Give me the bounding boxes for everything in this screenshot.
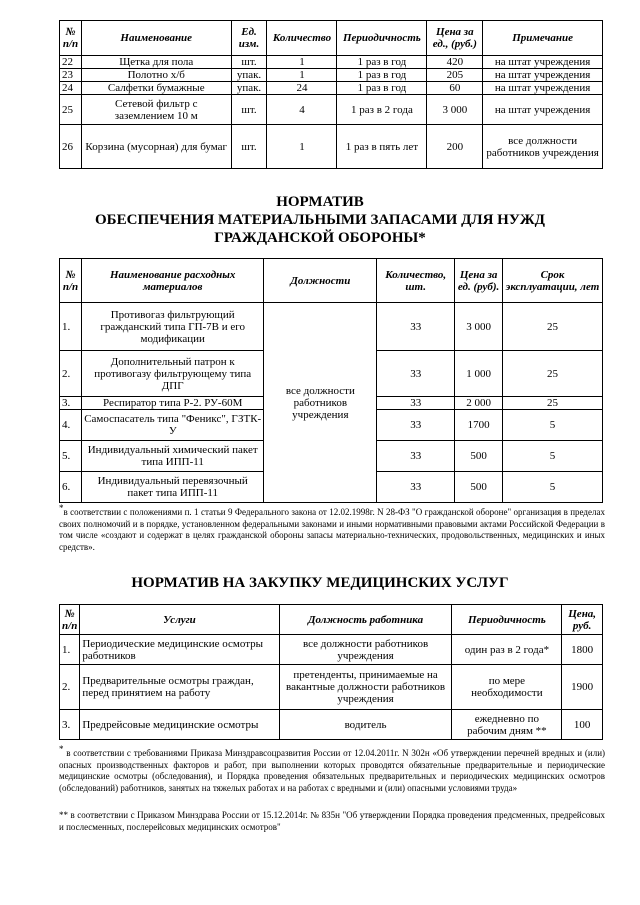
material-name: Противогаз фильтрующий гражданский типа ГП-7В и его модификации — [81, 303, 264, 351]
table-row — [60, 82, 603, 95]
periodicity: 1 раз в год — [337, 69, 427, 82]
section2-title-line3: ГРАЖДАНСКОЙ ОБОРОНЫ* — [214, 230, 426, 246]
table-row — [60, 56, 603, 69]
employee-position: водитель — [279, 710, 452, 740]
service-name: Предрейсовые медицинские осмотры — [80, 710, 279, 740]
quantity: 1 — [267, 69, 337, 82]
table-header-row — [60, 21, 603, 56]
table-row — [60, 95, 603, 125]
medical-footnote-1 — [59, 744, 605, 794]
quantity: 33 — [377, 410, 455, 441]
table-row — [60, 303, 603, 351]
header-cell: Периодичность — [452, 605, 562, 635]
service-name: Периодические медицинские осмотры работников — [80, 635, 279, 665]
header-cell: № п/п — [60, 605, 80, 635]
footnote-text: в соответствии с положениями п. 1 статьи 9 Федерального закона от 12.02.1998г. N 28-ФЗ "О гражданской обороне" организация в пределах своих полномочий и в порядке, установленном федеральными законами и иными нормативными правовыми актами Российской Федерации в том числе «создают и содержат в целях гражданской обороны запасы материально-технических, продовольственных, медицинских и иных средств». — [59, 507, 605, 552]
note: все должности работников учреждения — [483, 125, 603, 169]
price: 100 — [562, 710, 603, 740]
row-number: 5. — [60, 441, 82, 472]
section2-title-line1: НОРМАТИВ — [276, 194, 364, 210]
header-cell: Цена за ед., (руб.) — [427, 21, 483, 56]
civil-defense-table — [59, 258, 603, 503]
row-number: 25 — [60, 95, 82, 125]
price: 3 000 — [455, 303, 503, 351]
material-name: Самоспасатель типа "Феникс", ГЗТК-У — [81, 410, 264, 441]
quantity: 4 — [267, 95, 337, 125]
note: на штат учреждения — [483, 95, 603, 125]
row-number: 2. — [60, 351, 82, 397]
note: на штат учреждения — [483, 69, 603, 82]
material-name: Респиратор типа Р-2. РУ-60М — [81, 397, 264, 410]
header-cell: Периодичность — [337, 21, 427, 56]
header-cell: Услуги — [80, 605, 279, 635]
note: на штат учреждения — [483, 82, 603, 95]
header-cell: Количество — [267, 21, 337, 56]
section3-title: НОРМАТИВ НА ЗАКУПКУ МЕДИЦИНСКИХ УСЛУГ — [131, 575, 509, 591]
item-name: Полотно х/б — [81, 69, 231, 82]
table-row — [60, 665, 603, 710]
unit: упак. — [231, 82, 267, 95]
header-cell: Примечание — [483, 21, 603, 56]
table-row — [60, 69, 603, 82]
medical-footnote-2 — [59, 810, 605, 833]
header-cell: Должности — [264, 259, 377, 303]
service-name: Предварительные осмотры граждан, перед принятием на работу — [80, 665, 279, 710]
quantity: 33 — [377, 441, 455, 472]
section2-title — [0, 193, 640, 247]
header-cell: Ед. изм. — [231, 21, 267, 56]
material-name: Дополнительный патрон к противогазу фильтрующему типа ДПГ — [81, 351, 264, 397]
price: 205 — [427, 69, 483, 82]
table-row — [60, 635, 603, 665]
price: 60 — [427, 82, 483, 95]
quantity: 24 — [267, 82, 337, 95]
periodicity: 1 раз в 2 года — [337, 95, 427, 125]
table-header-row — [60, 605, 603, 635]
table-row — [60, 710, 603, 740]
employee-position: все должности работников учреждения — [279, 635, 452, 665]
unit: упак. — [231, 69, 267, 82]
price: 200 — [427, 125, 483, 169]
material-name: Индивидуальный химический пакет типа ИПП-11 — [81, 441, 264, 472]
positions-merged: все должности работников учреждения — [264, 303, 377, 503]
price: 1700 — [455, 410, 503, 441]
periodicity: 1 раз в год — [337, 82, 427, 95]
header-cell: № п/п — [60, 259, 82, 303]
service-life: 25 — [503, 351, 603, 397]
row-number: 22 — [60, 56, 82, 69]
header-cell: Срок эксплуатации, лет — [503, 259, 603, 303]
periodicity: по мере необходимости — [452, 665, 562, 710]
unit: шт. — [231, 56, 267, 69]
item-name: Корзина (мусорная) для бумаг — [81, 125, 231, 169]
footnote-text: в соответствии с Приказом Минздрава России от 15.12.2014г. № 835н "Об утверждении Порядка проведения предсменных, предрейсовых и послесменных, послерейсовых медицинских осмотров" — [59, 810, 606, 832]
header-cell: Должность работника — [279, 605, 452, 635]
item-name: Щетка для пола — [81, 56, 231, 69]
footnote-mark: * — [59, 744, 64, 754]
row-number: 1. — [60, 303, 82, 351]
price: 1800 — [562, 635, 603, 665]
unit: шт. — [231, 95, 267, 125]
price: 1 000 — [455, 351, 503, 397]
service-life: 5 — [503, 441, 603, 472]
price: 500 — [455, 472, 503, 503]
employee-position: претенденты, принимаемые на вакантные должности работников учреждения — [279, 665, 452, 710]
table-row — [60, 125, 603, 169]
table-header-row — [60, 259, 603, 303]
material-name: Индивидуальный перевязочный пакет типа ИПП-11 — [81, 472, 264, 503]
quantity: 33 — [377, 472, 455, 503]
quantity: 33 — [377, 303, 455, 351]
periodicity: 1 раз в год — [337, 56, 427, 69]
price: 2 000 — [455, 397, 503, 410]
footnote-mark: * — [59, 503, 64, 513]
price: 500 — [455, 441, 503, 472]
header-cell: № п/п — [60, 21, 82, 56]
footnote-text: в соответствии с требованиями Приказа Минздравсоцразвития России от 12.04.2011г. N 302н «Об утверждении перечней вредных и (или) опасных производственных факторов и работ, при выполнении которых проводятся обязательные предварительные и периодические медицинские осмотры (обследования), и Порядка проведения обязательных предварительных и периодических медицинских осмотров (обследований) работников, занятых на тяжелых работах и на работах с вредными и (или) опасными условиями труда» — [59, 748, 606, 793]
row-number: 3. — [60, 710, 80, 740]
medical-services-table — [59, 604, 603, 740]
periodicity: один раз в 2 года* — [452, 635, 562, 665]
price: 3 000 — [427, 95, 483, 125]
price: 420 — [427, 56, 483, 69]
periodicity: 1 раз в пять лет — [337, 125, 427, 169]
unit: шт. — [231, 125, 267, 169]
row-number: 3. — [60, 397, 82, 410]
quantity: 33 — [377, 351, 455, 397]
section2-title-line2: ОБЕСПЕЧЕНИЯ МАТЕРИАЛЬНЫМИ ЗАПАСАМИ ДЛЯ НУЖД — [95, 212, 545, 228]
note: на штат учреждения — [483, 56, 603, 69]
row-number: 24 — [60, 82, 82, 95]
row-number: 6. — [60, 472, 82, 503]
supplies-table — [59, 20, 603, 169]
header-cell: Наименование расходных материалов — [81, 259, 264, 303]
header-cell: Наименование — [81, 21, 231, 56]
price: 1900 — [562, 665, 603, 710]
service-life: 5 — [503, 472, 603, 503]
service-life: 25 — [503, 397, 603, 410]
quantity: 1 — [267, 56, 337, 69]
row-number: 23 — [60, 69, 82, 82]
header-cell: Цена за ед. (руб). — [455, 259, 503, 303]
row-number: 2. — [60, 665, 80, 710]
service-life: 25 — [503, 303, 603, 351]
quantity: 1 — [267, 125, 337, 169]
header-cell: Цена, руб. — [562, 605, 603, 635]
header-cell: Количество, шт. — [377, 259, 455, 303]
row-number: 4. — [60, 410, 82, 441]
quantity: 33 — [377, 397, 455, 410]
row-number: 26 — [60, 125, 82, 169]
periodicity: ежедневно по рабочим дням ** — [452, 710, 562, 740]
civil-defense-footnote — [59, 503, 605, 553]
service-life: 5 — [503, 410, 603, 441]
footnote-mark: ** — [59, 810, 68, 820]
row-number: 1. — [60, 635, 80, 665]
item-name: Салфетки бумажные — [81, 82, 231, 95]
item-name: Сетевой фильтр с заземлением 10 м — [81, 95, 231, 125]
